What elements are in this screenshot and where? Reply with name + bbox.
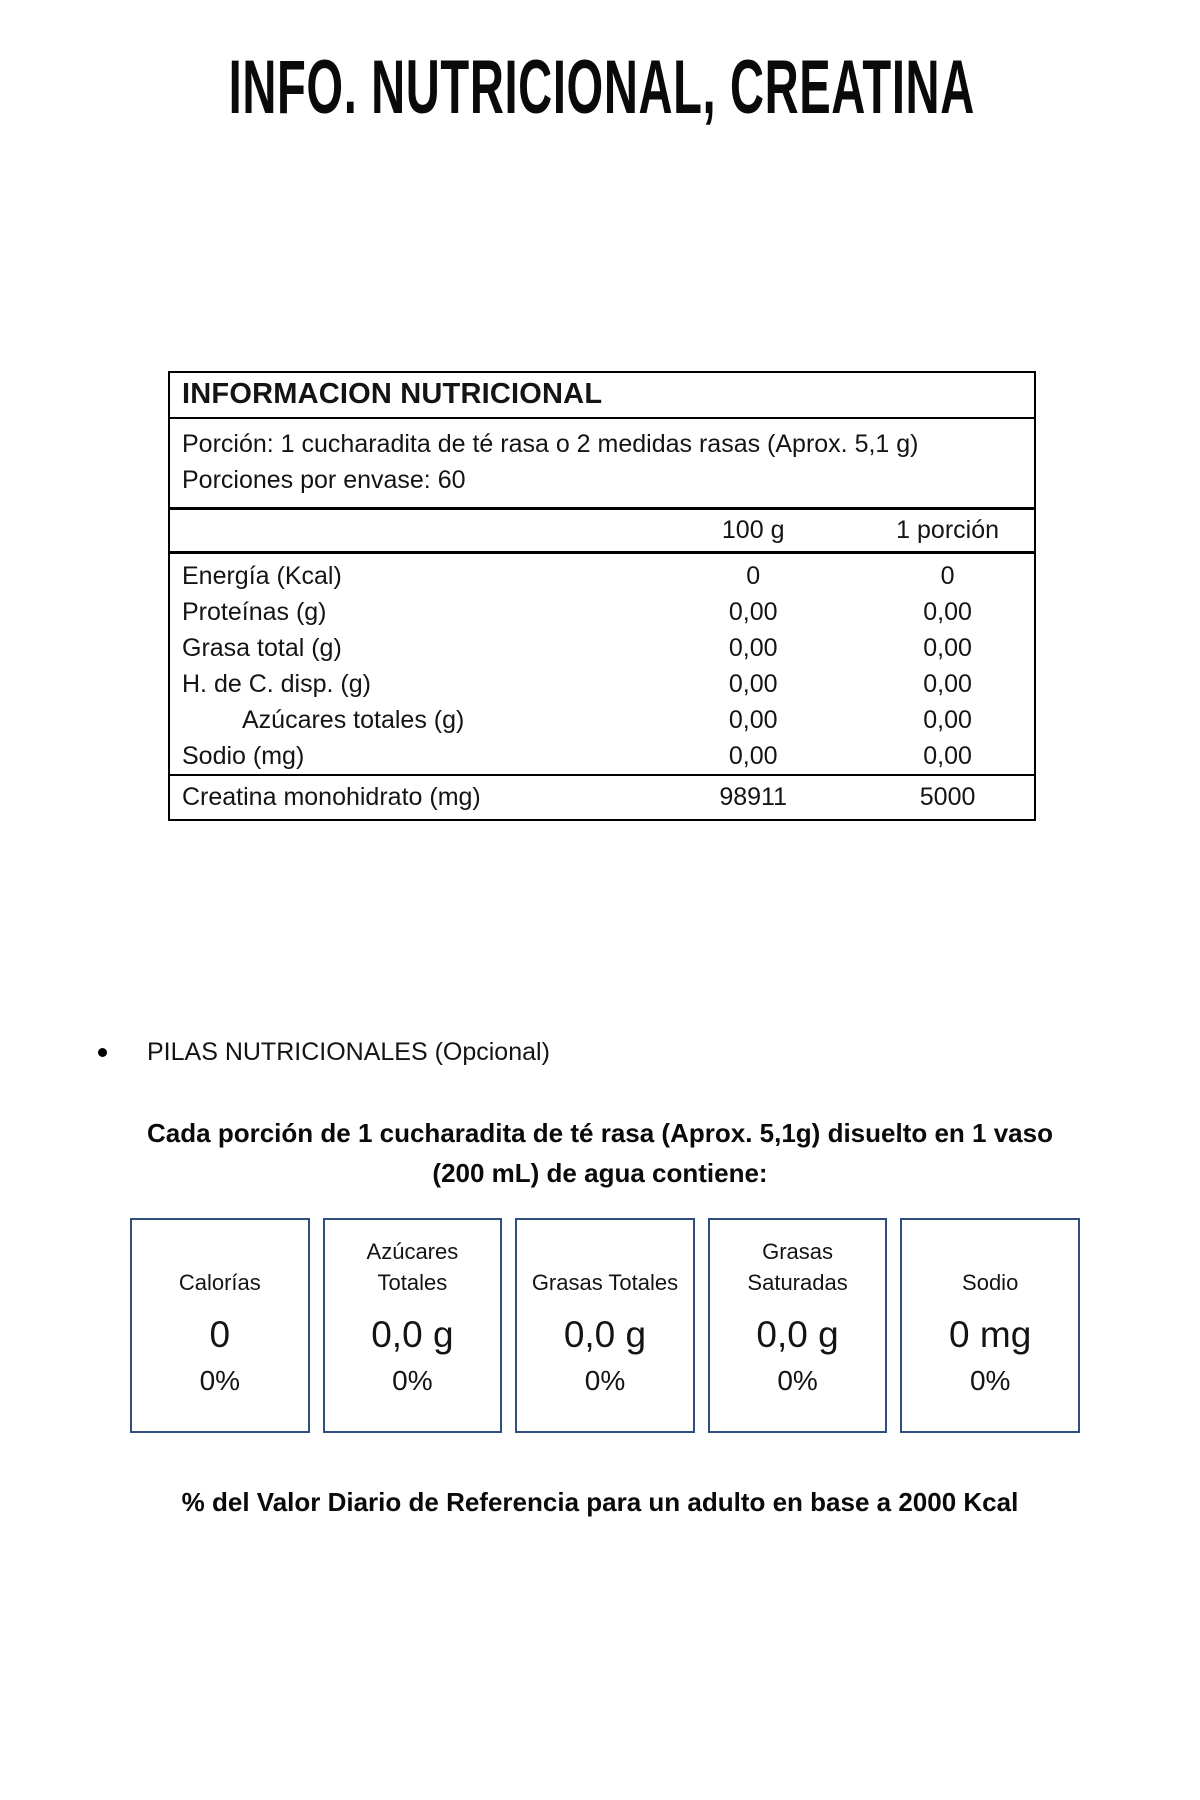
pillar-percent: 0% [199, 1365, 241, 1396]
pillar-percent: 0% [584, 1365, 626, 1396]
row-label: Grasa total (g) [182, 633, 342, 662]
pillar-label: Sodio [962, 1270, 1019, 1295]
table-row [170, 630, 1034, 666]
column-header-portion: 1 porción [896, 516, 1000, 544]
bullet-label: PILAS NUTRICIONALES (Opcional) [147, 1038, 550, 1066]
table-row [170, 738, 1034, 774]
pillar-value: 0,0 g [756, 1314, 839, 1355]
pillar-total-sugars [323, 1218, 503, 1433]
pillar-percent: 0% [969, 1365, 1011, 1396]
table-row [170, 666, 1034, 702]
pillar-label: Grasas Saturadas [747, 1239, 848, 1295]
creatine-row [170, 774, 1034, 819]
bullet-icon [98, 1048, 107, 1057]
portions-per-container-line: Porciones por envase: 60 [182, 466, 466, 494]
row-value-portion: 0,00 [923, 597, 972, 626]
row-value-portion: 0,00 [923, 705, 972, 734]
portion-line: Porción: 1 cucharadita de té rasa o 2 medidas rasas (Aprox. 5,1 g) [182, 430, 919, 458]
pillar-value: 0 [209, 1314, 231, 1355]
pillar-value: 0,0 g [563, 1314, 647, 1355]
table-row [170, 594, 1034, 630]
row-value-100g: 0 [746, 561, 761, 590]
pillar-percent: 0% [392, 1365, 433, 1396]
pillar-value: 0,0 g [371, 1314, 454, 1355]
pillar-sodium [900, 1218, 1080, 1433]
row-value-portion: 0,00 [923, 669, 972, 698]
nutrition-pillars [130, 1218, 1080, 1433]
nutrition-table [168, 371, 1036, 821]
row-label: Proteínas (g) [182, 597, 327, 626]
row-value-100g: 0,00 [728, 705, 778, 734]
row-label: Creatina monohidrato (mg) [182, 783, 481, 811]
column-header-row [170, 510, 1034, 554]
pillar-label: Grasas Totales [531, 1270, 679, 1295]
row-value-portion: 5000 [919, 783, 976, 811]
row-value-100g: 0,00 [728, 597, 778, 626]
pillar-percent: 0% [777, 1365, 818, 1396]
row-value-100g: 0,00 [728, 633, 778, 662]
row-label: Sodio (mg) [182, 741, 305, 770]
table-row [170, 702, 1034, 738]
title-container [0, 44, 1200, 131]
pillars-intro-line1: Cada porción de 1 cucharadita de té rasa (Aprox. 5,1g) disuelto en 1 vaso [147, 1118, 1053, 1148]
pillar-calories [130, 1218, 310, 1433]
row-value-100g: 98911 [719, 783, 788, 811]
row-value-portion: 0 [940, 561, 955, 590]
pillar-value: 0 mg [949, 1314, 1032, 1355]
nutrition-table-title: INFORMACION NUTRICIONAL [170, 373, 1034, 419]
table-row [170, 554, 1034, 594]
pillar-total-fats [515, 1218, 695, 1433]
bullet-item [98, 1038, 550, 1067]
portion-info [170, 419, 1034, 510]
row-label: H. de C. disp. (g) [182, 669, 371, 698]
row-value-100g: 0,00 [728, 669, 778, 698]
pillar-label: Calorías [178, 1270, 261, 1295]
pillar-saturated-fats [708, 1218, 888, 1433]
pillars-intro-line2: (200 mL) de agua contiene: [432, 1158, 768, 1188]
row-value-100g: 0,00 [728, 741, 778, 770]
daily-value-note: % del Valor Diario de Referencia para un adulto en base a 2000 Kcal [181, 1487, 1019, 1517]
pillars-intro [0, 1113, 1200, 1193]
row-value-portion: 0,00 [923, 633, 972, 662]
page-title: INFO. NUTRICIONAL, CREATINA [228, 45, 975, 130]
row-label-indented: Azúcares totales (g) [242, 705, 465, 734]
row-label: Energía (Kcal) [182, 561, 342, 590]
pillar-label: Azúcares Totales [366, 1239, 459, 1295]
row-value-portion: 0,00 [923, 741, 972, 770]
column-header-100g: 100 g [721, 516, 785, 544]
